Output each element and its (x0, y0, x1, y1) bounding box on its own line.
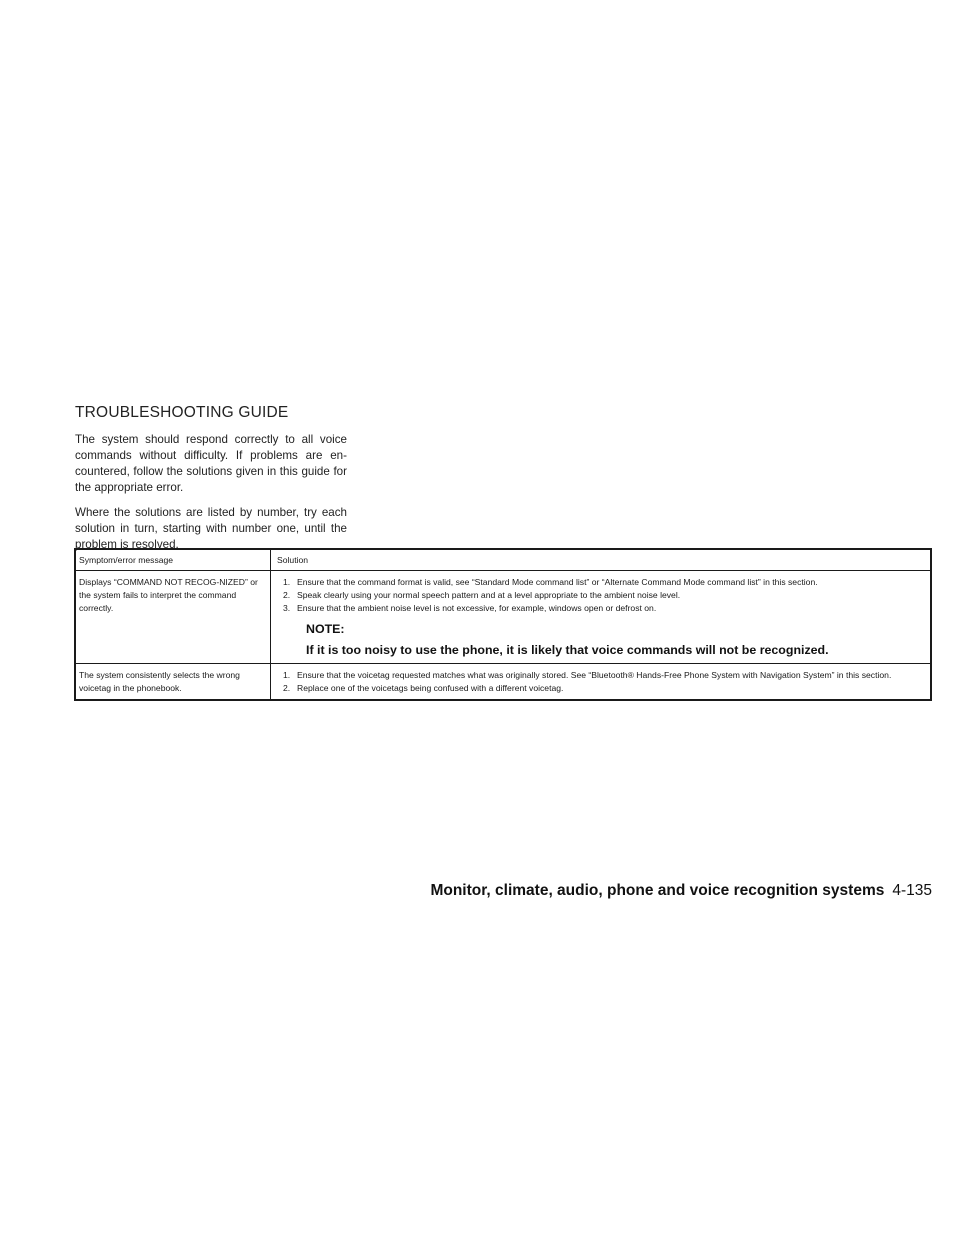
step-number: 1. (283, 670, 291, 680)
step-text: Ensure that the ambient noise level is not excessive, for example, windows open or defrost on. (297, 603, 657, 613)
column-header-symptom: Symptom/error message (76, 550, 271, 570)
solution-step (277, 602, 920, 615)
column-header-solution: Solution (277, 555, 309, 565)
solution-step (277, 669, 920, 682)
footer-section-title: Monitor, climate, audio, phone and voice recognition systems (430, 882, 885, 899)
step-number: 2. (283, 683, 291, 693)
solution-step (277, 589, 920, 602)
page-footer (430, 882, 932, 900)
page-number: 4-135 (892, 882, 932, 899)
symptom-cell: Displays “COMMAND NOT RECOG-NIZED” or the system fails to interpret the command correctly. (76, 571, 271, 663)
solution-step (277, 576, 920, 589)
step-number: 3. (283, 603, 291, 613)
intro-text (75, 432, 347, 553)
section-heading: TROUBLESHOOTING GUIDE (75, 404, 289, 421)
solution-step (277, 682, 920, 695)
step-number: 1. (283, 577, 291, 587)
note-title: NOTE: (306, 622, 345, 636)
intro-paragraph: Where the solutions are listed by number, try each solution in turn, starting with number one, until the problem is resolved. (75, 506, 347, 551)
table-header-row (76, 550, 930, 571)
symptom-cell: The system consistently selects the wrong voicetag in the phonebook. (76, 664, 271, 699)
troubleshooting-table (74, 548, 932, 701)
solution-cell (271, 664, 930, 699)
step-text: Ensure that the command format is valid, see “Standard Mode command list” or “Alternate Command Mode command list” in this section. (297, 577, 818, 587)
step-number: 2. (283, 590, 291, 600)
step-text: Ensure that the voicetag requested matches what was originally stored. See “Bluetooth® Hands-Free Phone System with Navigation System” in this section. (297, 670, 892, 680)
step-text: Replace one of the voicetags being confused with a different voicetag. (297, 683, 564, 693)
intro-paragraph: The system should respond correctly to all voice commands without difficulty. If problems are en-countered, follow the solutions given in this guide for the appropriate error. (75, 433, 347, 494)
step-text: Speak clearly using your normal speech pattern and at a level appropriate to the ambient noise level. (297, 590, 681, 600)
table-row (76, 571, 930, 664)
note-text: If it is too noisy to use the phone, it is likely that voice commands will not be recognized. (306, 643, 829, 657)
table-row (76, 664, 930, 699)
solution-cell (271, 571, 930, 663)
